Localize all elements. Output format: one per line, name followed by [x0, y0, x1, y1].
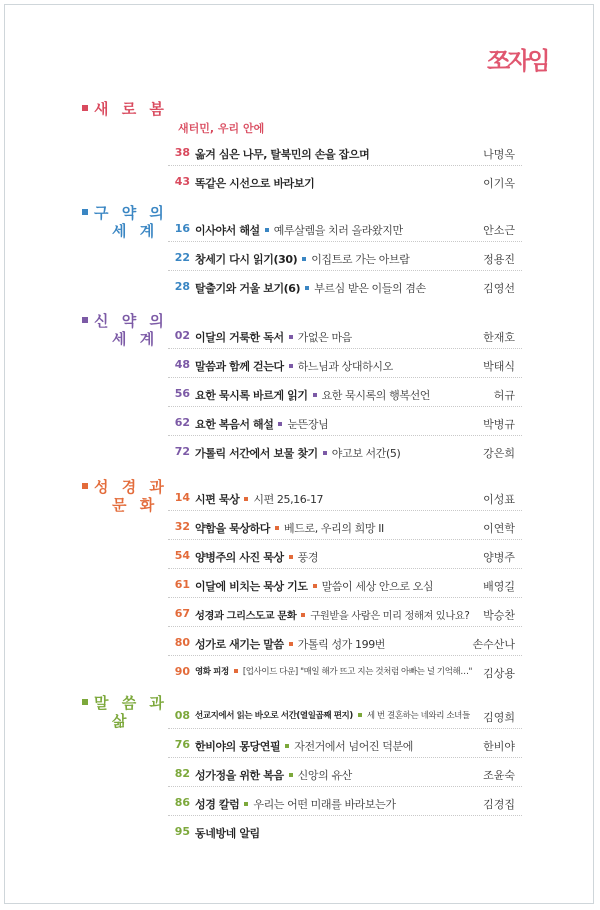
toc-entry[interactable]: [0, 734, 600, 758]
bullet-icon: [285, 744, 289, 748]
entry-page-number: 32: [174, 520, 190, 533]
entry-title: [195, 738, 413, 754]
entry-author: 강은희: [483, 447, 515, 460]
bullet-icon: [234, 669, 238, 673]
entry-subtitle: 하느님과 상대하시오: [297, 360, 393, 373]
section-label-line2: 세 계: [112, 222, 159, 240]
toc-entry[interactable]: [0, 632, 600, 656]
entry-author: 안소근: [483, 224, 515, 237]
entry-title: [195, 520, 384, 536]
toc-entry[interactable]: [0, 705, 600, 729]
entry-subtitle: 예루살렘을 치러 올라왔지만: [273, 224, 403, 237]
entry-author: 김상용: [483, 667, 515, 680]
bullet-icon: [358, 713, 362, 717]
entry-title: [195, 796, 396, 812]
entry-author: 한재호: [483, 331, 515, 344]
entry-title: [195, 175, 314, 191]
entry-page-number: 95: [174, 825, 190, 838]
entry-page-number: 54: [174, 549, 190, 562]
bullet-icon: [244, 802, 248, 806]
section-square-icon: [82, 699, 88, 705]
entry-page-number: 14: [174, 491, 190, 504]
entry-title: [195, 387, 430, 403]
entry-subtitle: 이집트로 가는 아브람: [311, 253, 410, 266]
entry-title-text: 요한 묵시록 바르게 읽기: [195, 389, 308, 402]
entry-title-text: 성경과 그리스도교 문화: [195, 610, 297, 622]
entry-subtitle: 우리는 어떤 미래를 바라보는가: [253, 798, 396, 811]
toc-entry[interactable]: [0, 574, 600, 598]
entry-title: [195, 825, 260, 841]
entry-divider: [168, 786, 522, 787]
toc-entry[interactable]: [0, 487, 600, 511]
entry-page-number: 48: [174, 358, 190, 371]
entry-title: [195, 665, 472, 677]
entry-title-text: 성가로 새기는 말씀: [195, 638, 284, 651]
entry-title: [195, 146, 369, 162]
section-label-line1: 신 약 의: [94, 312, 168, 330]
entry-title-text: 한비야의 몽당연필: [195, 740, 281, 753]
entry-divider: [168, 270, 522, 271]
entry-title-text: 탈출기와 거울 보기(6): [195, 282, 301, 295]
entry-author: 이연학: [483, 522, 515, 535]
toc-entry[interactable]: [0, 247, 600, 271]
toc-entry[interactable]: [0, 441, 600, 465]
toc-entry[interactable]: [0, 763, 600, 787]
entry-author: 박태식: [483, 360, 515, 373]
entry-author: 나명옥: [483, 148, 515, 161]
entry-subtitle: 야고보 서간(5): [331, 447, 401, 460]
entry-author: 양병주: [483, 551, 515, 564]
entry-title-text: 시편 묵상: [195, 493, 240, 506]
entry-title: [195, 358, 393, 374]
entry-author: 김영희: [483, 711, 515, 724]
entry-divider: [168, 377, 522, 378]
section-label-line2: 삶: [112, 712, 131, 730]
entry-title-text: 동네방네 알림: [195, 827, 260, 840]
bullet-icon: [289, 364, 293, 368]
toc-entry[interactable]: [0, 412, 600, 436]
entry-divider: [168, 815, 522, 816]
entry-author: 정용진: [483, 253, 515, 266]
entry-title: [195, 416, 328, 432]
entry-title: [195, 607, 469, 622]
entry-subtitle: 가없은 마음: [297, 331, 352, 344]
entry-author: 손수산나: [472, 638, 515, 651]
entry-page-number: 90: [174, 665, 190, 678]
entry-page-number: 61: [174, 578, 190, 591]
entry-divider: [168, 757, 522, 758]
bullet-icon: [244, 497, 248, 501]
entry-author: 김영선: [483, 282, 515, 295]
entry-title: [195, 329, 352, 345]
entry-title-text: 말씀과 함께 걷는다: [195, 360, 284, 373]
entry-subtitle: 눈뜬장님: [287, 418, 329, 431]
entry-author: 조윤숙: [483, 769, 515, 782]
toc-entry[interactable]: [0, 545, 600, 569]
bullet-icon: [289, 773, 293, 777]
entry-title: [195, 222, 403, 238]
bullet-icon: [265, 228, 269, 232]
entry-divider: [168, 539, 522, 540]
entry-page-number: 76: [174, 738, 190, 751]
entry-page-number: 62: [174, 416, 190, 429]
bullet-icon: [289, 335, 293, 339]
bullet-icon: [289, 642, 293, 646]
entry-title: [195, 549, 318, 565]
entry-title-text: 이사야서 해설: [195, 224, 260, 237]
entry-subtitle: 자전거에서 넘어진 덕분에: [294, 740, 413, 753]
entry-page-number: 28: [174, 280, 190, 293]
entry-author: 이성표: [483, 493, 515, 506]
entry-page-number: 38: [174, 146, 190, 159]
entry-divider: [168, 348, 522, 349]
entry-page-number: 02: [174, 329, 190, 342]
entry-divider: [168, 435, 522, 436]
toc-entry[interactable]: [0, 276, 600, 300]
entry-title-text: 가톨릭 서간에서 보물 찾기: [195, 447, 318, 460]
entry-author: 박병규: [483, 418, 515, 431]
entry-title: [195, 636, 385, 652]
entry-subtitle: 신앙의 유산: [297, 769, 352, 782]
bullet-icon: [313, 393, 317, 397]
entry-page-number: 86: [174, 796, 190, 809]
entry-author: 이기옥: [483, 177, 515, 190]
entry-divider: [168, 406, 522, 407]
magazine-logo: 쪼자임: [487, 47, 548, 75]
entry-subtitle: [업사이드 다운] "매일 해가 뜨고 지는 것처럼 아빠는 널 기억해…": [242, 667, 472, 677]
entry-subtitle: 요한 묵시록의 행복선언: [321, 389, 431, 402]
bullet-icon: [302, 257, 306, 261]
entry-title: [195, 280, 426, 296]
section-square-icon: [82, 209, 88, 215]
section-label-line1: 성 경 과: [94, 478, 168, 496]
entry-divider: [168, 597, 522, 598]
entry-author: 허규: [493, 389, 515, 402]
section-label-line1: 새 로 봄: [94, 100, 168, 118]
entry-title-text: 약함을 묵상하다: [195, 522, 271, 535]
entry-title-text: 이달에 비치는 묵상 기도: [195, 580, 308, 593]
toc-entry[interactable]: [0, 821, 600, 845]
section-label-line1: 말 씀 과: [94, 694, 168, 712]
entry-title: [195, 491, 323, 507]
entry-title-text: 선교지에서 읽는 바오로 서간(열일곱째 편지): [195, 711, 353, 721]
entry-subtitle: 말씀이 세상 안으로 오심: [321, 580, 434, 593]
entry-title-text: 성가정을 위한 복음: [195, 769, 284, 782]
toc-entry[interactable]: [0, 383, 600, 407]
entry-title: [195, 767, 352, 783]
toc-entry[interactable]: [0, 661, 600, 685]
entry-title: [195, 709, 470, 721]
entry-page-number: 67: [174, 607, 190, 620]
entry-title-text: 성경 칼럼: [195, 798, 240, 811]
entry-page-number: 72: [174, 445, 190, 458]
entry-divider: [168, 165, 522, 166]
entry-subtitle: 부르심 받은 이들의 겸손: [314, 282, 426, 295]
entry-title: [195, 578, 433, 594]
toc-entry[interactable]: [0, 325, 600, 349]
entry-divider: [168, 626, 522, 627]
section-square-icon: [82, 317, 88, 323]
toc-entry[interactable]: [0, 792, 600, 816]
entry-title-text: 이달의 거룩한 독서: [195, 331, 284, 344]
section-subtitle: 새터민, 우리 안에: [178, 122, 265, 135]
entry-page-number: 80: [174, 636, 190, 649]
entry-page-number: 56: [174, 387, 190, 400]
entry-title-text: 영화 피정: [195, 667, 229, 677]
toc-entry[interactable]: [0, 171, 600, 195]
entry-page-number: 43: [174, 175, 190, 188]
entry-subtitle: 베드로, 우리의 희망 II: [284, 522, 384, 535]
toc-entry[interactable]: [0, 603, 600, 627]
entry-title-text: 창세기 다시 읽기(30): [195, 253, 298, 266]
entry-divider: [168, 510, 522, 511]
entry-divider: [168, 568, 522, 569]
bullet-icon: [301, 613, 305, 617]
entry-divider: [168, 655, 522, 656]
entry-title-text: 똑같은 시선으로 바라보기: [195, 177, 315, 190]
section-label-line2: 세 계: [112, 330, 159, 348]
entry-title-text: 양병주의 사진 묵상: [195, 551, 284, 564]
entry-divider: [168, 241, 522, 242]
section-square-icon: [82, 105, 88, 111]
entry-page-number: 82: [174, 767, 190, 780]
entry-title: [195, 445, 400, 461]
entry-title: [195, 251, 409, 267]
toc-entry[interactable]: [0, 354, 600, 378]
entry-author: 박승찬: [483, 609, 515, 622]
section-label-line1: 구 약 의: [94, 204, 168, 222]
bullet-icon: [313, 584, 317, 588]
entry-page-number: 08: [174, 709, 190, 722]
toc-entry[interactable]: [0, 516, 600, 540]
bullet-icon: [305, 286, 309, 290]
entry-subtitle: 구원받을 사람은 미리 정해져 있나요?: [310, 610, 470, 622]
bullet-icon: [323, 451, 327, 455]
entry-divider: [168, 728, 522, 729]
entry-author: 한비야: [483, 740, 515, 753]
entry-subtitle: 가톨릭 성가 199번: [297, 638, 386, 651]
entry-title-text: 옮겨 심은 나무, 탈북민의 손을 잡으며: [195, 148, 370, 161]
entry-author: 김경집: [483, 798, 515, 811]
entry-subtitle: 세 번 결혼하는 네와리 소녀들: [366, 711, 470, 721]
toc-entry[interactable]: [0, 218, 600, 242]
entry-title-text: 요한 복음서 해설: [195, 418, 274, 431]
bullet-icon: [278, 422, 282, 426]
toc-entry[interactable]: [0, 142, 600, 166]
entry-page-number: 16: [174, 222, 190, 235]
entry-author: 배영길: [483, 580, 515, 593]
entry-subtitle: 풍경: [297, 551, 319, 564]
entry-subtitle: 시편 25,16-17: [253, 493, 324, 506]
section-label-line2: 문 화: [112, 496, 159, 514]
bullet-icon: [289, 555, 293, 559]
entry-page-number: 22: [174, 251, 190, 264]
bullet-icon: [275, 526, 279, 530]
